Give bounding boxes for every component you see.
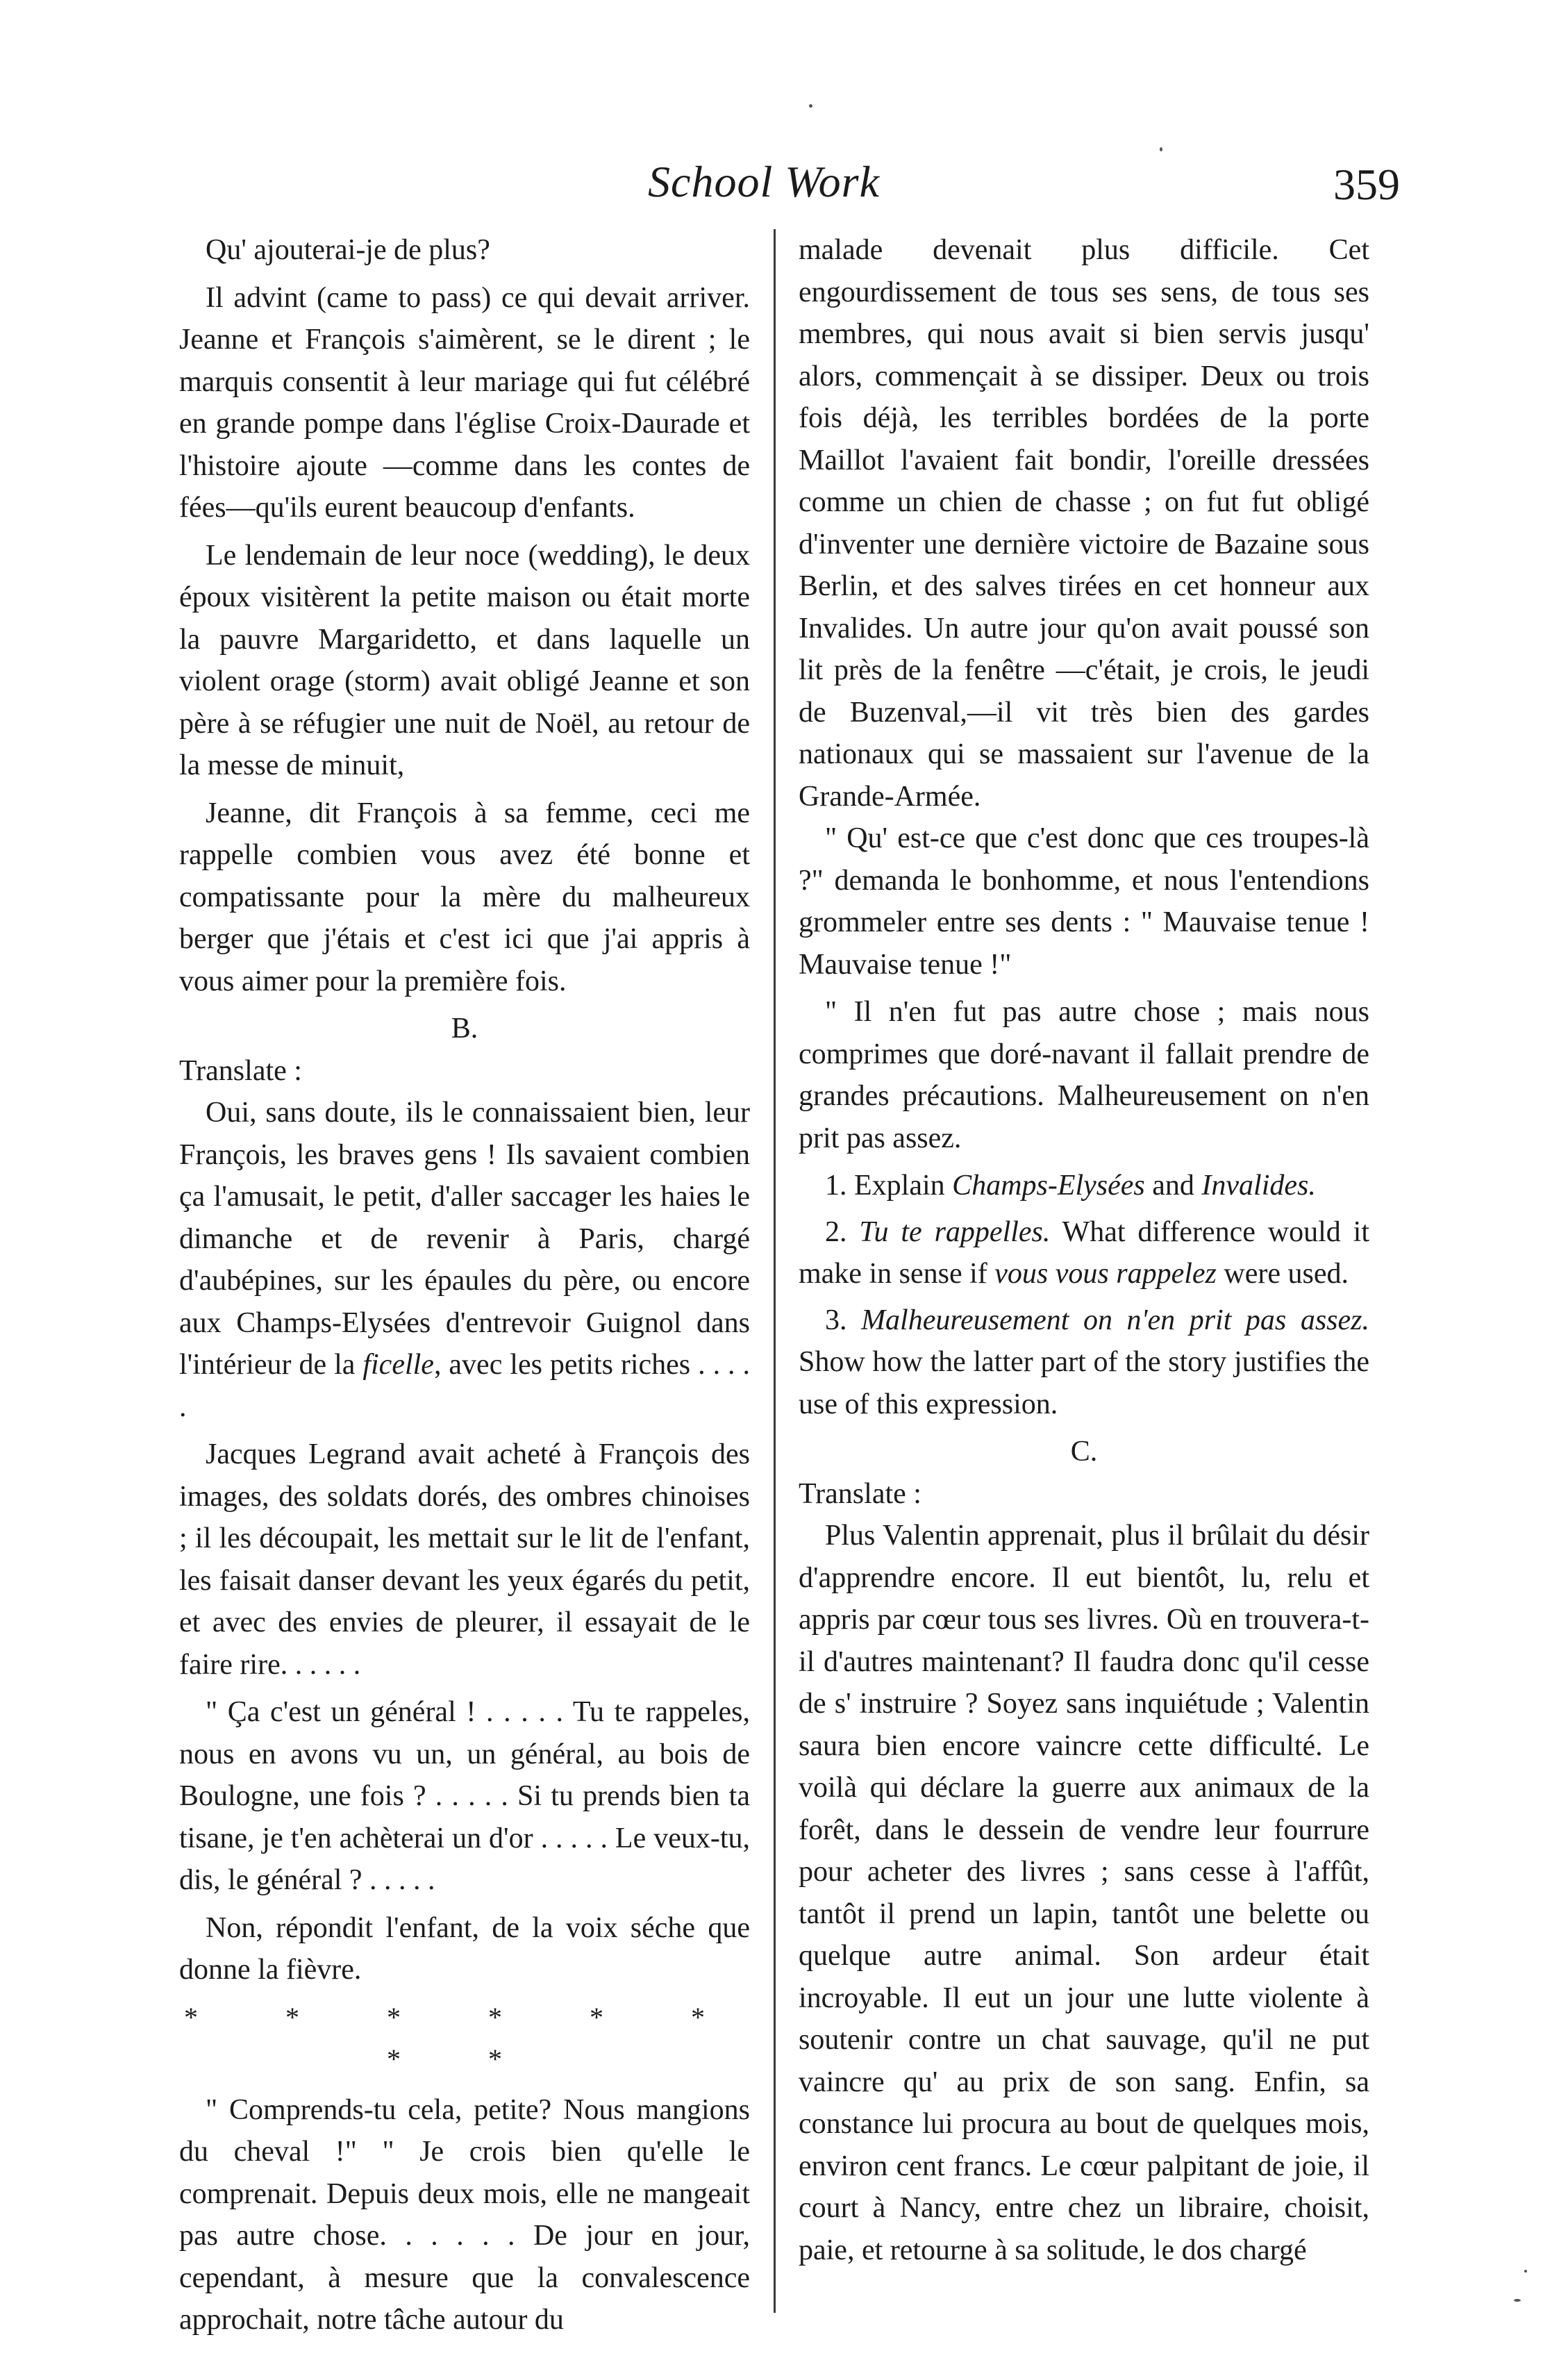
paragraph [179, 1092, 750, 1428]
question-3 [799, 1299, 1369, 1426]
paragraph: " Il n'en fut pas autre chose ; mais nous comprimes que doré-navant il fallait prendre de grandes précautions. Malheureusement on n'en prit pas assez. [799, 996, 1369, 1154]
section-heading-c: C. [1070, 1436, 1098, 1468]
paragraph: " Ça c'est un général ! . . . . . Tu te rappeles, nous en avons vu un, un général, au bois de Boulogne, une fois ? . . . . . Si tu prends bien ta tisane, je t'en achèterai un d'or . . . . . Le veux-tu, dis, le général ? . . . . . [179, 1696, 750, 1896]
paragraph: " Comprends-tu cela, petite? Nous mangions du cheval !" " Je crois bien qu'elle le comprenait. Depuis deux mois, elle ne mangeait pas autre chose. . . . . . De jour en jour, cependant, à mesure que la convalescence approchait, notre tâche autour du [179, 2093, 750, 2336]
page-header [0, 156, 1568, 212]
text-run: 3. [825, 1304, 862, 1336]
paragraph: Jeanne, dit François à sa femme, ceci me rappelle combien vous avez été bonne et compatissante pour la mère du malheureux berger que j'étais et c'est ici que j'ai appris à vous aimer pour la première fois. [179, 797, 750, 997]
text-run: Show how the latter part of the story justifies the use of this expression. [799, 1346, 1369, 1420]
question-1 [799, 1165, 1369, 1207]
text-run: 1. Explain [825, 1170, 953, 1202]
text-run: , avec les petits riches . . . . . [179, 1349, 751, 1423]
scan-speck [1524, 2270, 1527, 2273]
running-title: School Work [648, 157, 880, 206]
page-number: 359 [1333, 160, 1400, 209]
paragraph: Qu' ajouterai-je de plus? [206, 234, 490, 266]
text-run: 2. [825, 1215, 860, 1248]
italic-term: vous vous rappelez [994, 1258, 1217, 1290]
scan-speck [1160, 147, 1162, 151]
italic-term: Champs-Elysées [952, 1170, 1145, 1202]
scan-speck [1514, 2299, 1521, 2302]
paragraph: Le lendemain de leur noce (wedding), le deux époux visitèrent la petite maison ou était morte la pauvre Margaridetto, et dans laquelle un violent orage (storm) avait obligé Jeanne et son père à se réfugier une nuit de Noël, au retour de la messe de minuit, [179, 539, 750, 781]
paragraph: Jacques Legrand avait acheté à François des images, des soldats dorés, des ombres chinoises ; il les découpait, les mettait sur le lit de l'enfant, les faisait danser devant les yeux égarés du petit, et avec des envies de pleurer, il essayait de le faire rire. . . . . . [179, 1438, 750, 1681]
question-2 [799, 1211, 1369, 1295]
translate-label: Translate : [799, 1477, 921, 1510]
paragraph: Plus Valentin apprenait, plus il brûlait du désir d'apprendre encore. Il eut bientôt, lu, relu et appris par cœur tous ses livres. Où en trouvera-t-il d'autres maintenant? Il faudra donc qu'il cesse de s' instruire ? Soyez sans inquiétude ; Valentin saura bien encore vaincre cette difficulté. Le voilà qui déclare la guerre aux animaux de la forêt, dans le dessein de vendre leur fourrure pour acheter des livres ; sans cesse à l'affût, tantôt il prend un lapin, tantôt une belette ou quelque autre animal. Son ardeur était incroyable. Il eut un jour une lutte violente à soutenir contre un chat sauvage, qu'il ne put vaincre qu' au prix de son sang. Enfin, sa constance lui procura au bout de quelques mois, environ cent francs. Le cœur palpitant de joie, il court à Nancy, entre chez un libraire, choisit, paie, et retourne à sa solitude, le dos chargé [799, 1520, 1369, 2266]
text-run: Oui, sans doute, ils le connaissaient bien, leur François, les braves gens ! Ils savaient combien ça l'amusait, le petit, d'aller saccager les haies le dimanche et de revenir à Paris, chargé d'aubépines, sur les épaules du père, ou encore aux Champs-Elysées d'entrevoir Guignol dans l'intérieur de la [179, 1097, 750, 1381]
column-divider [774, 229, 776, 2313]
section-heading-b: B. [451, 1013, 478, 1045]
scan-speck [809, 104, 812, 108]
italic-term: Invalides. [1201, 1170, 1316, 1202]
text-run: What difference would it make in sense if [799, 1215, 1370, 1290]
paragraph: Non, répondit l'enfant, de la voix séche que donne la fièvre. [179, 1911, 750, 1986]
paragraph: Il advint (came to pass) ce qui devait arriver. Jeanne et François s'aimèrent, se le dirent ; le marquis consentit à leur mariage qui fut célébré en grande pompe dans l'église Croix-Daurade et l'histoire ajoute —comme dans les contes de fées—qu'ils eurent beaucoup d'enfants. [179, 281, 750, 524]
paragraph: " Qu' est-ce que c'est donc que ces troupes-là ?" demanda le bonhomme, et nous l'entendions grommeler entre ses dents : " Mauvaise tenue ! Mauvaise tenue !" [799, 822, 1369, 981]
left-column [179, 229, 750, 2347]
right-column [799, 229, 1369, 2277]
paragraph: malade devenait plus difficile. Cet engourdissement de tous ses sens, de tous ses membres, qui nous avait si bien servis jusqu' alors, commençait à se dissiper. Deux ou trois fois déjà, les terribles bordées de la porte Maillot l'avaient fait bondir, l'oreille dressées comme un chien de chasse ; on fut fut obligé d'inventer une dernière victoire de Bazaine sous Berlin, et des salves tirées en cet honneur aux Invalides. Un autre jour qu'on avait poussé son lit près de la fenêtre —c'était, je crois, le jeudi de Buzenval,—il vit très bien des gardes nationaux qui se massaient sur l'avenue de la Grande-Armée. [799, 234, 1369, 813]
text-run: were used. [1216, 1258, 1349, 1290]
italic-term: ficelle [362, 1349, 434, 1381]
translate-label: Translate : [179, 1054, 302, 1087]
italic-term: Tu te rappelles. [859, 1215, 1051, 1248]
text-run: and [1144, 1170, 1202, 1202]
italic-term: Malheureusement on n'en prit pas assez. [861, 1304, 1370, 1336]
section-divider-stars: * * * * * * * * [184, 2001, 745, 2075]
